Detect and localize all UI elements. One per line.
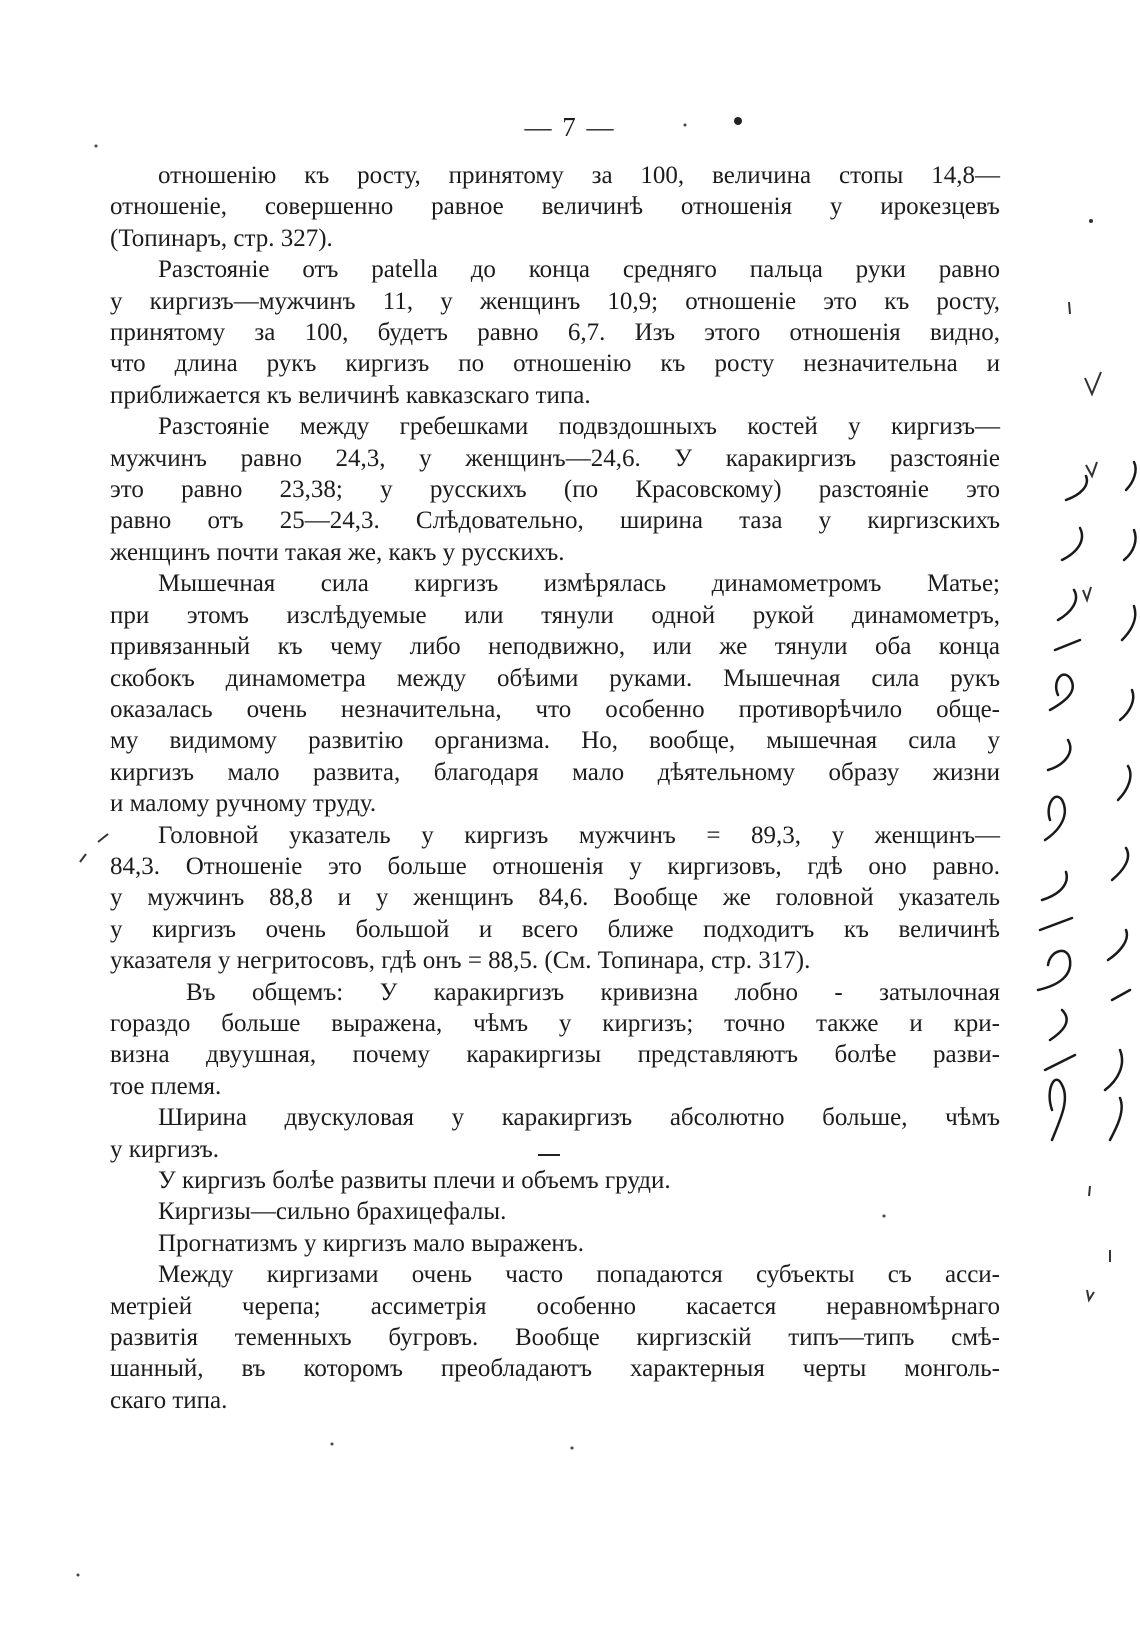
text-line: равно отъ 25—24,3. Слѣдовательно, ширина таза у киргизскихъ bbox=[110, 507, 1000, 535]
ink-speck bbox=[331, 1443, 334, 1446]
ink-margin-mark bbox=[80, 834, 108, 862]
paragraph bbox=[110, 1259, 1000, 1416]
text-line: приближается къ величинѣ кавказскаго типа. bbox=[110, 381, 591, 409]
text-line: у киргизъ—мужчинъ 11, у женщинъ 10,9; отношеніе это къ росту, bbox=[110, 287, 1000, 315]
ink-tick bbox=[1069, 302, 1070, 314]
text-line: отношеніе, совершенно равное величинѣ отношенія у ирокезцевъ bbox=[110, 193, 1000, 221]
text-line: Въ общемъ: У каракиргизъ кривизна лобно - затылочная bbox=[186, 978, 1000, 1006]
text-line: у киргизъ очень большой и всего ближе подходитъ къ величинѣ bbox=[110, 915, 1000, 943]
paragraph bbox=[110, 1102, 1000, 1165]
paragraph bbox=[110, 1196, 1000, 1227]
text-line: Прогнатизмъ у киргизъ мало выраженъ. bbox=[158, 1229, 584, 1257]
text-line: Мышечная сила киргизъ измѣрялась динамометромъ Матье; bbox=[158, 570, 1000, 598]
paragraph bbox=[110, 568, 1000, 819]
text-line: Разстояніе между гребешками подвздошныхъ костей у киргизъ— bbox=[158, 413, 1000, 441]
body-text bbox=[110, 160, 1000, 1416]
text-line: женщинъ почти такая же, какъ у русскихъ. bbox=[110, 538, 565, 566]
text-line: у мужчинъ 88,8 и у женщинъ 84,6. Вообще же головной указатель bbox=[110, 884, 1000, 912]
text-line: мужчинъ равно 24,3, у женщинъ—24,6. У каракиргизъ разстояніе bbox=[110, 444, 1000, 472]
text-line: что длина рукъ киргизъ по отношенію къ росту незначительна и bbox=[110, 350, 1000, 378]
paragraph bbox=[110, 820, 1000, 977]
paragraph bbox=[110, 411, 1000, 568]
page-number: — 7 — bbox=[524, 112, 616, 142]
text-line: Разстояніе отъ patella до конца средняго пальца руки равно bbox=[158, 256, 1000, 284]
text-line: оказалась очень незначительна, что особенно противорѣчило обще- bbox=[110, 695, 1000, 723]
text-line: Между киргизами очень часто попадаются субъекты съ асси- bbox=[158, 1261, 1000, 1289]
text-line: У киргизъ болѣе развиты плечи и объемъ груди. bbox=[158, 1167, 671, 1194]
text-line: при этомъ изслѣдуемые или тянули одной рукой динамометръ, bbox=[110, 601, 1000, 629]
text-line: шанный, въ которомъ преобладаютъ характерныя черты монголь- bbox=[110, 1355, 1000, 1383]
text-line: развитія теменныхъ бугровъ. Вообще киргизскій типъ—типъ смѣ- bbox=[110, 1324, 1000, 1352]
ink-check-mark bbox=[1083, 587, 1091, 600]
text-line: принятому за 100, будетъ равно 6,7. Изъ этого отношенія видно, bbox=[110, 319, 1000, 347]
text-line: метріей черепа; ассиметрія особенно касается неравномѣрнаго bbox=[110, 1292, 1000, 1320]
ink-speck bbox=[571, 1447, 574, 1450]
ink-margin-mark bbox=[1087, 1290, 1094, 1300]
paragraph bbox=[110, 1228, 1000, 1259]
handwritten-signature bbox=[1038, 462, 1136, 1140]
text-line: му видимому развитію организма. Но, вообще, мышечная сила у bbox=[110, 727, 1000, 755]
text-line: Киргизы—сильно брахицефалы. bbox=[158, 1198, 507, 1226]
text-line: тое племя. bbox=[110, 1072, 222, 1100]
text-line: визна двуушная, почему каракиргизы представляютъ болѣе разви- bbox=[110, 1041, 1000, 1069]
ink-speck bbox=[95, 145, 98, 148]
text-line: скаго типа. bbox=[110, 1386, 228, 1414]
text-line: Ширина двускуловая у каракиргизъ абсолютно больше, чѣмъ bbox=[158, 1104, 1000, 1132]
text-line: скобокъ динамометра между обѣими руками. Мышечная сила рукъ bbox=[110, 664, 1000, 692]
paragraph bbox=[110, 254, 1000, 411]
ink-margin-mark bbox=[1089, 1186, 1090, 1196]
text-line: отношенію къ росту, принятому за 100, величина стопы 14,8— bbox=[158, 162, 1000, 189]
text-line: Головной указатель у киргизъ мужчинъ = 89,3, у женщинъ— bbox=[158, 821, 1000, 849]
paragraph bbox=[110, 160, 1000, 254]
text-line: гораздо больше выражена, чѣмъ у киргизъ; точно также и кри- bbox=[110, 1009, 1000, 1037]
text-line: это равно 23,38; у русскихъ (по Красовскому) разстояніе это bbox=[110, 476, 1000, 504]
ink-speck bbox=[77, 1574, 80, 1577]
text-line: киргизъ мало развита, благодаря мало дѣятельному образу жизни bbox=[110, 758, 1000, 786]
text-line: привязанный къ чему либо неподвижно, или же тянули оба конца bbox=[110, 633, 1000, 661]
text-line: у киргизъ. bbox=[110, 1135, 220, 1163]
text-line: указателя у негритосовъ, гдѣ онъ = 88,5. (См. Топинара, стр. 317). bbox=[110, 947, 811, 975]
paragraph bbox=[110, 1165, 1000, 1196]
ink-check-mark bbox=[1085, 372, 1101, 394]
text-line: (Топинаръ, стр. 327). bbox=[110, 224, 333, 252]
text-line: 84,3. Отношеніе это больше отношенія у киргизовъ, гдѣ оно равно. bbox=[110, 852, 1000, 880]
paragraph bbox=[110, 977, 1000, 1103]
ink-check-mark bbox=[1086, 462, 1097, 476]
ink-speck bbox=[1089, 219, 1093, 223]
text-line: и малому ручному труду. bbox=[110, 790, 377, 818]
